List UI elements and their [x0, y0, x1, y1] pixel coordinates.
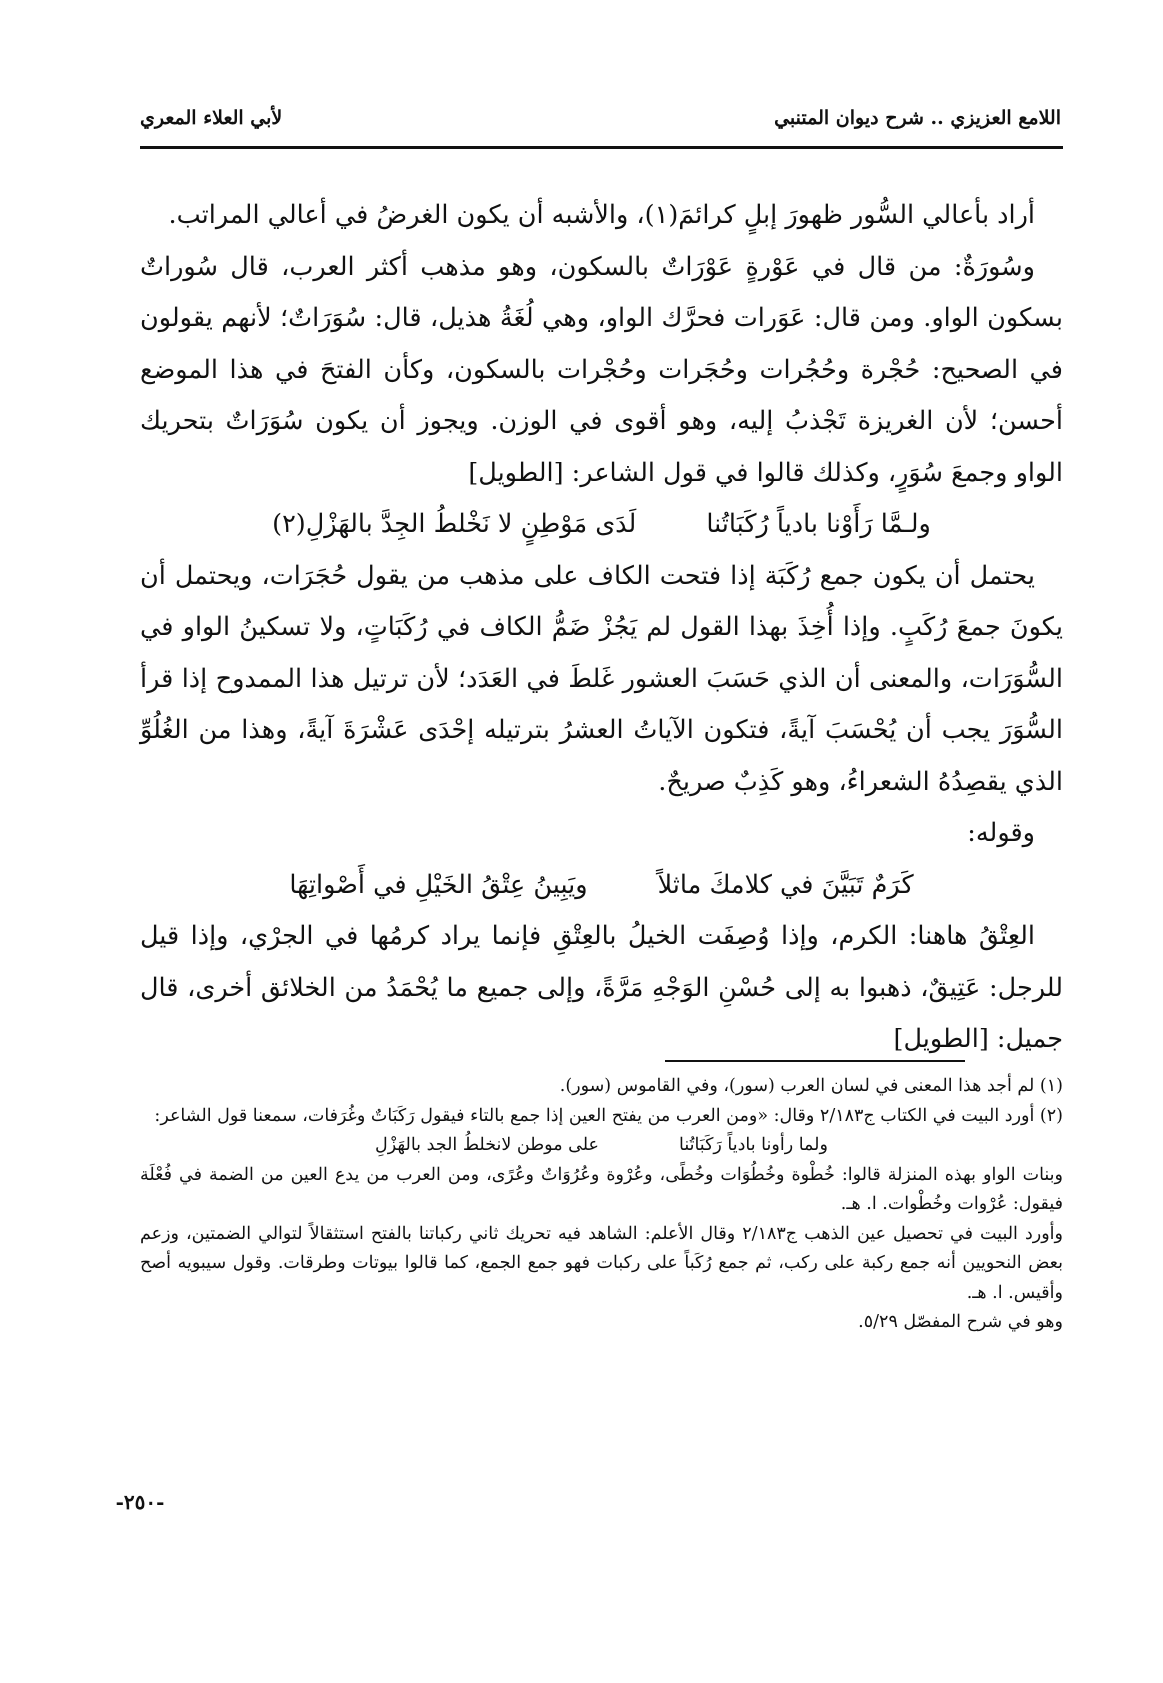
footnote-2-continuation: وبنات الواو بهذه المنزلة قالوا: خُطْوة وخُطُوَات وخُطًى، وعُرْوة وعُرُوَاتٌ وعُرًى، ومن العرب من يدع العين من الضمة في فُعْلَة فيقول: عُرْوات وخُطْوات. ا. هـ. [140, 1164, 1063, 1214]
footnote-rule [665, 1060, 965, 1062]
verse-1-first-hemistich: ولـمَّا رَأَوْنا بادياً رُكَبَاتُنا [706, 509, 931, 539]
footnote-2-reference: وهو في شرح المفصّل ٥/٢٩. [858, 1312, 1063, 1332]
paragraph-1: أراد بأعالي السُّور ظهورَ إبلٍ كرائمَ(١)، والأشبه أن يكون الغرضُ في أعالي المراتب. [168, 200, 1035, 230]
running-header [140, 98, 1061, 138]
footnote-2-source: وأورد البيت في تحصيل عين الذهب ج٢/١٨٣ وقال الأعلم: الشاهد فيه تحريك ثاني ركباتنا بالفتح استثقالاً لتوالي الضمتين، وزعم بعض النحويين أنه جمع ركبة على ركب، ثم جمع رُكَباً على ركبات فهو جمع الجمع، كما قالوا بيوتات وطرقات. وقول سيبويه أصح وأقيس. ا. هـ. [140, 1223, 1063, 1303]
paragraph-4: وقوله: [967, 818, 1035, 848]
paragraph-2: وسُورَةٌ: من قال في عَوْرةٍ عَوْرَاتٌ بالسكون، وهو مذهب أكثر العرب، قال سُوراتٌ بسكون الواو. ومن قال: عَوَرات فحرَّك الواو، وهي لُغَةُ هذيل، قال: سُوَرَاتٌ؛ لأنهم يقولون في الصحيح: حُجْرة وحُجُرات وحُجَرات وحُجْرات بالسكون، وكأن الفتحَ في هذا الموضع أحسن؛ لأن الغريزة تَجْذبُ إليه، وهو أقوى في الوزن. ويجوز أن يكون سُوَرَاتٌ بتحريك الواو وجمعَ سُوَرٍ، وكذلك قالوا في قول الشاعر: [الطويل] [140, 251, 1063, 488]
verse-2 [140, 860, 1063, 912]
paragraph-5: العِتْقُ هاهنا: الكرم، وإذا وُصِفَت الخيلُ بالعِتْقِ فإنما يراد كرمُها في الجرْي، وإذا قيل للرجل: عَتِيقٌ، ذهبوا به إلى حُسْنِ الوَجْهِ مَرَّةً، وإلى جميع ما يُحْمَدُ من الخلائق أخرى، قال جميل: [الطويل] [140, 921, 1063, 1054]
header-rule [140, 146, 1063, 149]
book-title: اللامع العزيزي .. شرح ديوان المتنبي [774, 107, 1061, 129]
footnote-verse-second-hemistich: على موطن لانخلطُ الجد بالهَزْلِ [375, 1135, 599, 1155]
footnote-1: (١) لم أجد هذا المعنى في لسان العرب (سور)، وفي القاموس (سور). [559, 1076, 1063, 1096]
footnote-verse-first-hemistich: ولما رأونا بادياً رَكَبَاتُنا [678, 1135, 828, 1155]
verse-2-first-hemistich: كَرَمٌ تَبَيَّنَ في كلامكَ ماثلاً [657, 869, 914, 900]
footnote-2: (٢) أورد البيت في الكتاب ج٢/١٨٣ وقال: «ومن العرب من يفتح العين إذا جمع بالتاء فيقول رَكَبَاتٌ وغُرَفات، سمعنا قول الشاعر: [154, 1105, 1063, 1126]
verse-1 [140, 499, 1063, 551]
main-text [140, 190, 1063, 1066]
footnotes [140, 1072, 1063, 1338]
page-number: -٢٥٠- [115, 1490, 165, 1514]
paragraph-3: يحتمل أن يكون جمع رُكَبَة إذا فتحت الكاف على مذهب من يقول حُجَرَات، ويحتمل أن يكونَ جمعَ رُكَبٍ. وإذا أُخِذَ بهذا القول لم يَجُزْ ضَمُّ الكاف في رُكَبَاتٍ، ولا تسكينُ الواو في السُّوَرَات، والمعنى أن الذي حَسَبَ العشور غَلطَ في العَدَد؛ لأن ترتيل هذا الممدوح إذا قرأ السُّوَرَ يجب أن يُحْسَبَ آيةً، فتكون الآياتُ العشرُ بترتيله إحْدَى عَشْرَةَ آيةً، وهذا من الغُلُوِّ الذي يقصِدُهُ الشعراءُ، وهو كَذِبٌ صريحٌ. [140, 560, 1063, 797]
author-name: لأبي العلاء المعري [140, 107, 283, 129]
verse-1-second-hemistich: لَدَى مَوْطِنٍ لا نَخْلطُ الجِدَّ بالهَزْلِ(٢) [272, 509, 637, 539]
footnote-verse [140, 1131, 1063, 1161]
verse-2-second-hemistich: ويَبِينُ عِتْقُ الخَيْلِ في أَصْواتِهَا [289, 869, 588, 900]
